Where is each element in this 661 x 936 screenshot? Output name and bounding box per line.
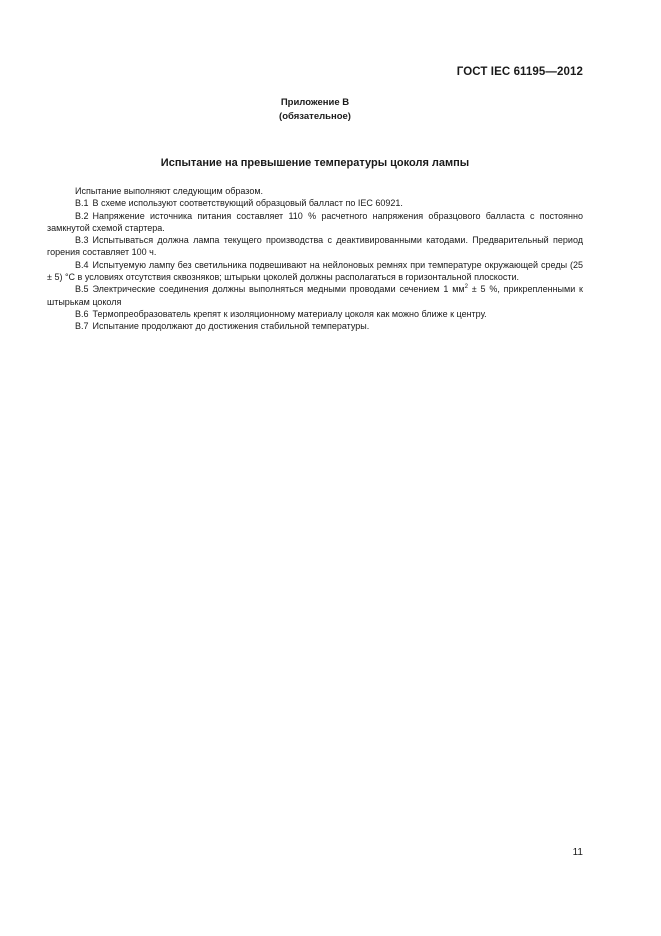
list-item xyxy=(47,210,583,235)
section-title: Испытание на превышение температуры цоколя лампы xyxy=(160,157,470,169)
appendix-title: Приложение В xyxy=(280,97,350,108)
list-item xyxy=(47,283,583,308)
item-number: В.6 xyxy=(75,308,89,319)
appendix-status: (обязательное) xyxy=(279,111,351,122)
page-number: 11 xyxy=(572,847,583,858)
item-text: Термопреобразователь крепят к изоляционному материалу цоколя как можно ближе к центру. xyxy=(92,308,487,319)
item-number: В.4 xyxy=(75,259,89,270)
item-text-after: ± 5 %, прикрепленными к штырькам цоколя xyxy=(47,284,583,307)
intro-paragraph: Испытание выполняют следующим образом. xyxy=(75,186,264,196)
list-item xyxy=(47,320,583,332)
item-number: В.5 xyxy=(75,284,89,295)
list-item xyxy=(47,259,583,284)
item-number: В.3 xyxy=(75,235,89,246)
list-item xyxy=(47,197,583,209)
item-text: Испытываться должна лампа текущего производства с деактивированными катодами. Предварительный период горения составляет 100 ч. xyxy=(47,235,583,258)
list-item xyxy=(47,308,583,320)
superscript: 2 xyxy=(464,284,468,291)
standard-designation: ГОСТ IEC 61195—2012 xyxy=(456,66,583,78)
item-text: Испытуемую лампу без светильника подвешивают на нейлоновых ремнях при температуре окружающей среды (25 ± 5) °С в условиях отсутствия сквозняков; штырьки цоколей должны располагаться в горизонтальной плоскости. xyxy=(47,259,583,283)
item-number: В.2 xyxy=(75,210,89,221)
item-text: Испытание продолжают до достижения стабильной температуры. xyxy=(92,321,370,332)
list-item xyxy=(47,234,583,259)
appendix-heading xyxy=(0,96,630,124)
item-text-before: Электрические соединения должны выполняться медными проводами сечением 1 мм xyxy=(92,284,465,295)
document-body xyxy=(47,185,583,333)
item-number: В.1 xyxy=(75,198,89,209)
item-number: В.7 xyxy=(75,321,89,332)
item-text: В схеме используют соответствующий образцовый балласт по IEC 60921. xyxy=(92,198,403,209)
item-text: Напряжение источника питания составляет 110 % расчетного напряжения образцового балласта с постоянно замкнутой схемой стартера. xyxy=(47,210,583,233)
